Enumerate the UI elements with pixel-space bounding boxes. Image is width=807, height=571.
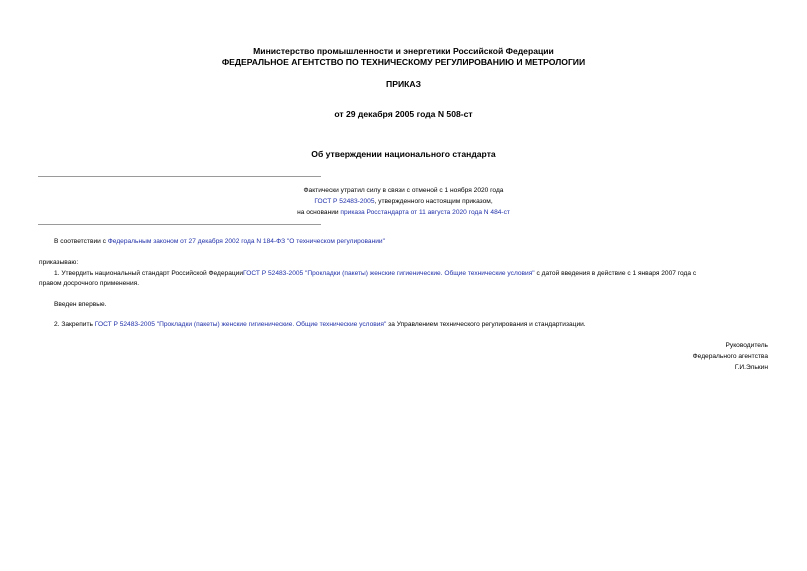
document-title: Об утверждении национального стандарта xyxy=(311,149,496,159)
item1-prefix: 1. Утвердить национальный стандарт Российской Федерации xyxy=(54,270,244,277)
order-word: приказываю: xyxy=(39,259,79,266)
signature-name: Г.И.Элькин xyxy=(734,364,768,371)
item2-suffix: за Управлением технического регулирования и стандартизации. xyxy=(386,321,586,328)
status-note-text: , утвержденного настоящим приказом, xyxy=(374,198,493,205)
preamble xyxy=(54,237,385,246)
signature-position: Руководитель xyxy=(725,342,768,349)
document-type: ПРИКАЗ xyxy=(386,79,421,89)
rosstandart-order-link[interactable]: приказа Росстандарта от 11 августа 2020 года N 484-ст xyxy=(340,209,510,216)
preamble-prefix: В соответствии с xyxy=(54,238,108,245)
document-date-number: от 29 декабря 2005 года N 508-ст xyxy=(334,109,473,119)
divider-bottom xyxy=(38,224,321,225)
gost-standard-link[interactable]: ГОСТ Р 52483-2005 "Прокладки (пакеты) женские гигиенические. Общие технические условия" xyxy=(243,270,535,277)
signature-block xyxy=(693,340,768,373)
status-note-line1: Фактически утратил силу в связи с отменой с 1 ноября 2020 года xyxy=(303,187,504,194)
signature-organization: Федерального агентства xyxy=(692,353,768,360)
item2 xyxy=(54,320,586,329)
federal-law-link[interactable]: Федеральным законом от 27 декабря 2002 года N 184-ФЗ "О техническом регулировании" xyxy=(107,238,385,245)
status-note-line3 xyxy=(0,208,807,217)
status-note-line2 xyxy=(0,197,807,206)
introduced-note: Введен впервые. xyxy=(54,301,107,308)
item1-suffix: с датой введения в действие с 1 января 2007 года с xyxy=(534,270,697,277)
item1-continuation: правом досрочного применения. xyxy=(39,280,140,287)
gost-link[interactable]: ГОСТ Р 52483-2005 xyxy=(314,198,375,205)
ministry-name: Министерство промышленности и энергетики Российской Федерации xyxy=(253,46,554,56)
item1 xyxy=(54,269,696,278)
item2-prefix: 2. Закрепить xyxy=(54,321,95,328)
agency-name: ФЕДЕРАЛЬНОЕ АГЕНТСТВО ПО ТЕХНИЧЕСКОМУ РЕГУЛИРОВАНИЮ И МЕТРОЛОГИИ xyxy=(221,57,586,67)
status-note-prefix: на основании xyxy=(297,209,341,216)
gost-standard-link-2[interactable]: ГОСТ Р 52483-2005 "Прокладки (пакеты) женские гигиенические. Общие технические условия" xyxy=(94,321,387,328)
divider-top xyxy=(38,176,321,177)
